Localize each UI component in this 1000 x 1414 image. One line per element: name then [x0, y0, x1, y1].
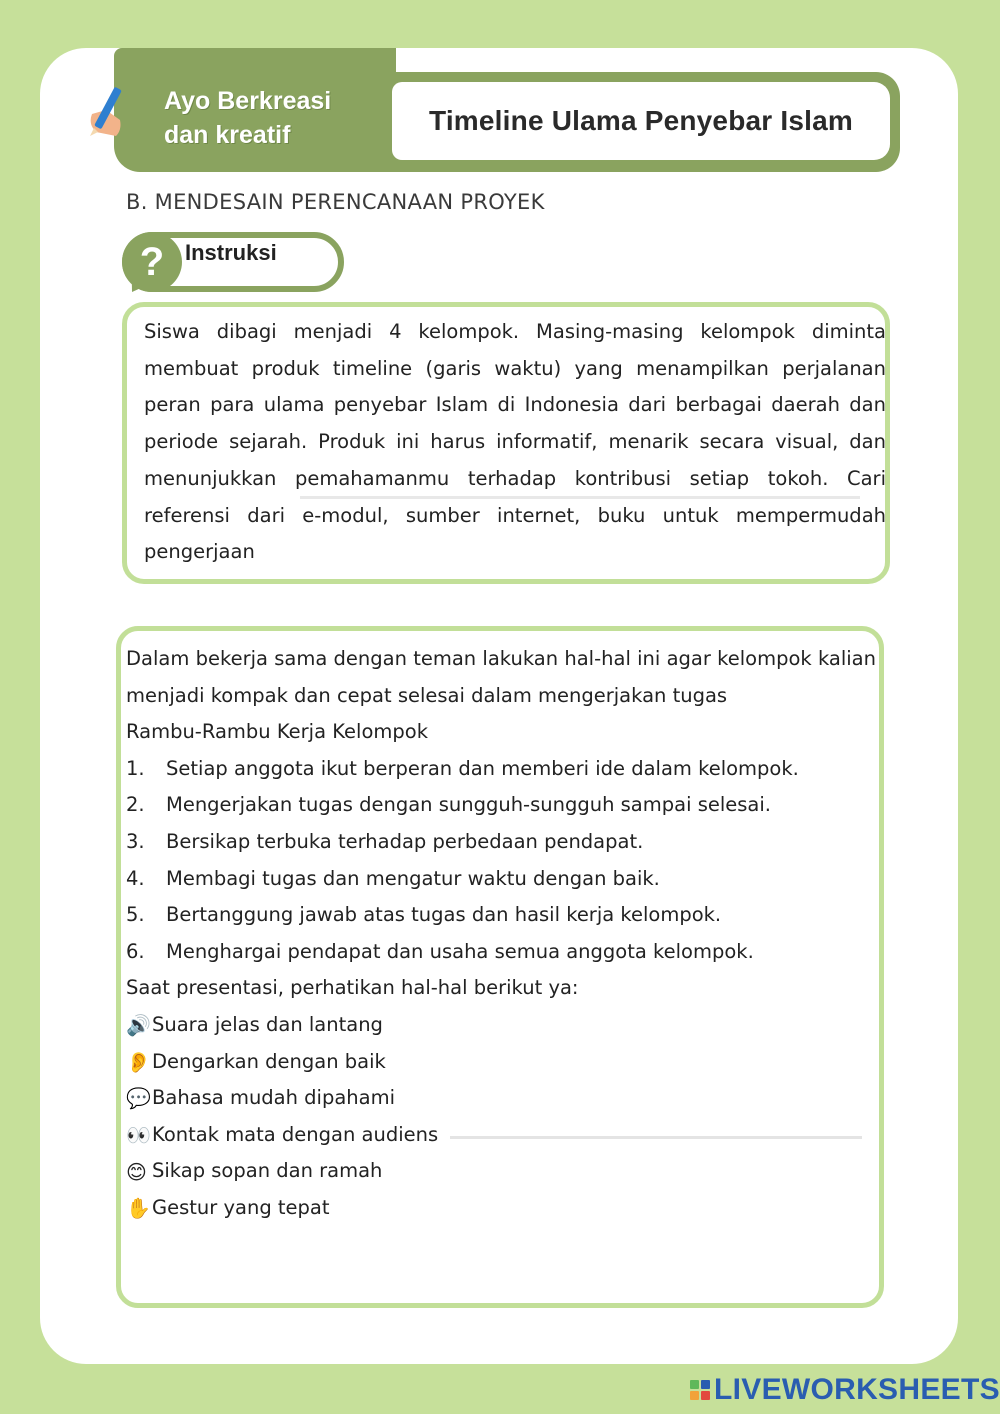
tip-text: Gestur yang tepat	[152, 1195, 330, 1219]
footer-brand: LIVEWORKSHEETS	[714, 1373, 1000, 1406]
page-title: Timeline Ulama Penyebar Islam	[429, 105, 853, 136]
header-tab-line1: Ayo Berkreasi	[164, 87, 332, 115]
rule-number: 6.	[126, 939, 145, 963]
header-tab-label	[164, 84, 384, 152]
rule-text: Menghargai pendapat dan usaha semua anggota kelompok.	[166, 939, 754, 963]
tip-item	[126, 1190, 876, 1227]
rule-number: 3.	[126, 829, 145, 853]
rule-number: 1.	[126, 756, 145, 780]
speech-bubble-icon: 💬	[126, 1086, 151, 1111]
tip-text: Sikap sopan dan ramah	[152, 1159, 383, 1183]
speaker-icon: 🔊	[126, 1013, 151, 1038]
rule-item	[126, 787, 876, 824]
tip-text: Dengarkan dengan baik	[152, 1049, 386, 1073]
question-mark-icon: ?	[139, 240, 165, 284]
rule-item	[126, 897, 876, 934]
rule-item	[126, 824, 876, 861]
instruction-text: Siswa dibagi menjadi 4 kelompok. Masing-masing kelompok diminta membuat produk timeline (garis waktu) yang menampilkan perjalanan peran para ulama penyebar Islam di Indonesia dari berbagai daerah dan periode sejarah. Produk ini harus informatif, menarik secara visual, dan menunjukkan pemahamanmu terhadap kontribusi setiap tokoh. Cari referensi dari e-modul, sumber internet, buku untuk mempermudah pengerjaan	[144, 320, 886, 564]
rules-title: Rambu-Rambu Kerja Kelompok	[126, 720, 428, 744]
tip-item	[126, 1044, 876, 1081]
rule-text: Bersikap terbuka terhadap perbedaan pendapat.	[166, 829, 644, 853]
divider-line	[450, 1136, 862, 1139]
divider-line	[300, 496, 860, 499]
instruction-label: Instruksi	[185, 240, 277, 265]
tip-text: Suara jelas dan lantang	[152, 1012, 383, 1036]
rule-item	[126, 751, 876, 788]
tip-text: Kontak mata dengan audiens	[152, 1122, 439, 1146]
rule-number: 2.	[126, 793, 145, 817]
tip-item	[126, 1080, 876, 1117]
hand-icon: ✋	[126, 1196, 151, 1221]
rule-text: Bertanggung jawab atas tugas dan hasil kerja kelompok.	[166, 903, 722, 927]
rule-text: Membagi tugas dan mengatur waktu dengan baik.	[166, 866, 660, 890]
ear-icon: 👂	[126, 1049, 151, 1074]
tip-item	[126, 1007, 876, 1044]
presentation-title: Saat presentasi, perhatikan hal-hal berikut ya:	[126, 976, 579, 1000]
liveworksheets-logo[interactable]	[690, 1372, 1000, 1408]
eyes-icon: 👀	[126, 1123, 151, 1148]
rule-item	[126, 861, 876, 898]
rule-text: Setiap anggota ikut berperan dan memberi ide dalam kelompok.	[166, 756, 799, 780]
rule-number: 5.	[126, 903, 145, 927]
rule-number: 4.	[126, 866, 145, 890]
header-tab-line2: dan kreatif	[164, 121, 291, 149]
tip-text: Bahasa mudah dipahami	[152, 1086, 396, 1110]
pencil-hand-icon	[86, 84, 130, 140]
header-title-box	[392, 82, 890, 160]
liveworksheets-mark-icon	[690, 1380, 710, 1400]
section-heading: B. MENDESAIN PERENCANAAN PROYEK	[126, 190, 545, 214]
rule-item	[126, 934, 876, 971]
teamwork-intro: Dalam bekerja sama dengan teman lakukan hal-hal ini agar kelompok kalian menjadi kompak dan cepat selesai dalam mengerjakan tugas	[126, 647, 876, 707]
tip-item	[126, 1153, 876, 1190]
rule-text: Mengerjakan tugas dengan sungguh-sungguh sampai selesai.	[166, 793, 771, 817]
smile-icon: 😊	[126, 1159, 147, 1184]
